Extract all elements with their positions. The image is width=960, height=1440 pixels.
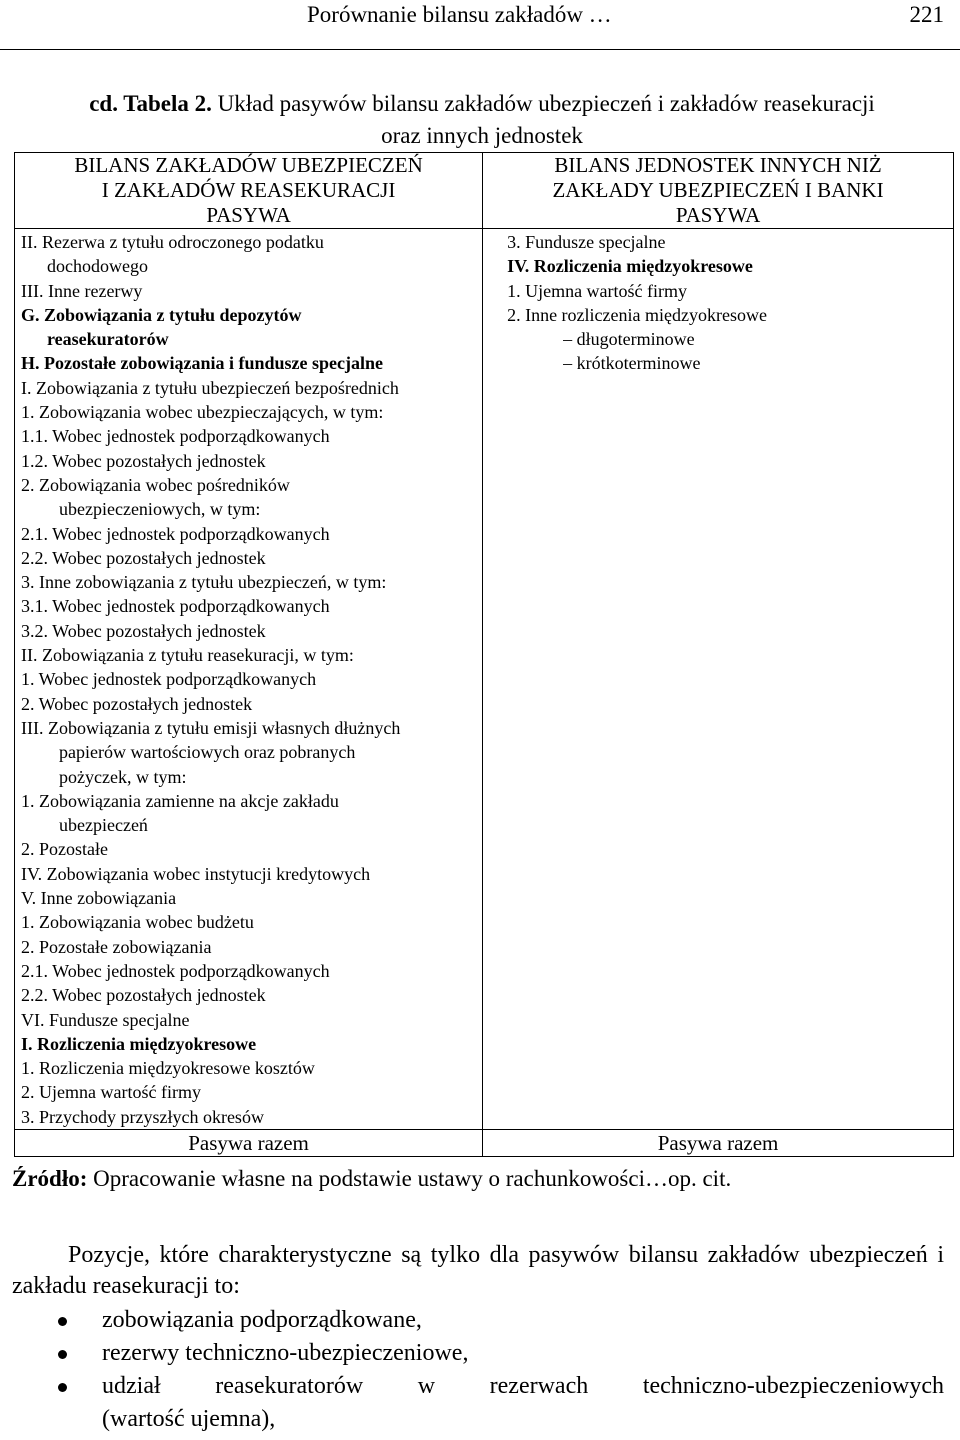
- bullet-icon: [58, 1317, 67, 1326]
- table-total-row: [15, 1129, 954, 1156]
- running-title: Porównanie bilansu zakładów …: [307, 2, 612, 27]
- list-item: VI. Fundusze specjalne: [21, 1009, 190, 1030]
- left-total: Pasywa razem: [15, 1129, 483, 1156]
- page-header: [0, 0, 960, 50]
- table-caption: [12, 88, 952, 152]
- list-item: 1. Zobowiązania wobec budżetu: [21, 912, 254, 933]
- bullet-list: [12, 1304, 944, 1436]
- right-total: Pasywa razem: [483, 1129, 954, 1156]
- source-note: [12, 1166, 731, 1192]
- list-item: III. Zobowiązania z tytułu emisji własnych dłużnych: [21, 717, 401, 738]
- list-item: – krótkoterminowe: [563, 353, 701, 374]
- list-item: papierów wartościowych oraz pobranych: [59, 742, 356, 763]
- list-item: 1.1. Wobec jednostek podporządkowanych: [21, 426, 330, 447]
- list-item: 1. Wobec jednostek podporządkowanych: [21, 669, 317, 690]
- list-item: I. Zobowiązania z tytułu ubezpieczeń bezpośrednich: [21, 377, 399, 398]
- left-items: [15, 229, 483, 1130]
- list-item: udział reasekuratorów w rezerwach techniczno-ubezpieczeniowych (wartość ujemna),: [12, 1370, 944, 1436]
- list-item: IV. Rozliczenia międzyokresowe: [507, 256, 753, 277]
- list-item: 3. Przychody przyszłych okresów: [21, 1106, 264, 1127]
- list-item: 1. Zobowiązania zamienne na akcje zakładu: [21, 790, 339, 811]
- list-item: 2.1. Wobec jednostek podporządkowanych: [21, 523, 330, 544]
- list-item: 1. Ujemna wartość firmy: [507, 280, 688, 301]
- table-body-row: [15, 229, 954, 1130]
- list-item: reasekuratorów: [47, 329, 169, 350]
- list-item: III. Inne rezerwy: [21, 280, 143, 301]
- list-item: II. Rezerwa z tytułu odroczonego podatku: [21, 232, 324, 252]
- list-item: II. Zobowiązania z tytułu reasekuracji, w tym:: [21, 645, 354, 666]
- list-item: 2. Zobowiązania wobec pośredników: [21, 474, 290, 495]
- list-item: 3. Inne zobowiązania z tytułu ubezpieczeń, w tym:: [21, 572, 387, 593]
- left-header: BILANS ZAKŁADÓW UBEZPIECZEŃ I ZAKŁADÓW REASEKURACJI PASYWA: [15, 153, 483, 229]
- bullet-icon: [58, 1383, 67, 1392]
- list-item: 2.1. Wobec jednostek podporządkowanych: [21, 960, 330, 981]
- right-header: BILANS JEDNOSTEK INNYCH NIŻ ZAKŁADY UBEZPIECZEŃ I BANKI PASYWA: [483, 153, 954, 229]
- list-item: 3. Fundusze specjalne: [507, 232, 666, 252]
- list-item: pożyczek, w tym:: [59, 766, 187, 787]
- list-item: 1. Rozliczenia międzyokresowe kosztów: [21, 1058, 315, 1079]
- list-item: 2. Inne rozliczenia międzyokresowe: [507, 304, 767, 325]
- list-item: 2. Wobec pozostałych jednostek: [21, 693, 253, 714]
- list-item: rezerwy techniczno-ubezpieczeniowe,: [12, 1337, 944, 1370]
- list-item: H. Pozostałe zobowiązania i fundusze specjalne: [21, 353, 383, 374]
- caption-line-1: cd. Tabela 2. Układ pasywów bilansu zakładów ubezpieczeń i zakładów reasekuracji: [89, 91, 875, 116]
- caption-label: cd. Tabela 2.: [89, 91, 212, 116]
- source-text: Opracowanie własne na podstawie ustawy o rachunkowości…op. cit.: [93, 1166, 732, 1191]
- body-paragraph: Pozycje, które charakterystyczne są tylko dla pasywów bilansu zakładów ubezpieczeń i zakładu reasekuracji to:: [12, 1242, 944, 1299]
- list-item: ubezpieczeń: [59, 815, 148, 836]
- list-item: dochodowego: [47, 256, 148, 277]
- list-item: V. Inne zobowiązania: [21, 888, 177, 909]
- list-item: G. Zobowiązania z tytułu depozytów: [21, 304, 302, 325]
- right-items: [483, 229, 954, 1130]
- list-item: ubezpieczeniowych, w tym:: [59, 499, 261, 520]
- list-item: 2.2. Wobec pozostałych jednostek: [21, 547, 266, 568]
- list-item: 2.2. Wobec pozostałych jednostek: [21, 985, 266, 1006]
- list-item: 2. Ujemna wartość firmy: [21, 1082, 201, 1103]
- list-item: zobowiązania podporządkowane,: [12, 1304, 944, 1337]
- list-item: 1.2. Wobec pozostałych jednostek: [21, 450, 266, 471]
- list-item: 2. Pozostałe: [21, 839, 108, 860]
- page-number: 221: [909, 2, 944, 27]
- table-header-row: [15, 153, 954, 229]
- bullet-icon: [58, 1350, 67, 1359]
- list-item: 2. Pozostałe zobowiązania: [21, 936, 212, 957]
- list-item: 1. Zobowiązania wobec ubezpieczających, w tym:: [21, 402, 384, 423]
- balance-table: [14, 152, 954, 1157]
- list-item: IV. Zobowiązania wobec instytucji kredytowych: [21, 863, 371, 884]
- list-item: – długoterminowe: [563, 329, 695, 350]
- list-item: I. Rozliczenia międzyokresowe: [21, 1033, 257, 1054]
- list-item: 3.2. Wobec pozostałych jednostek: [21, 620, 266, 641]
- source-label: Źródło:: [12, 1166, 88, 1191]
- caption-line-2: oraz innych jednostek: [381, 123, 583, 148]
- list-item: 3.1. Wobec jednostek podporządkowanych: [21, 596, 330, 617]
